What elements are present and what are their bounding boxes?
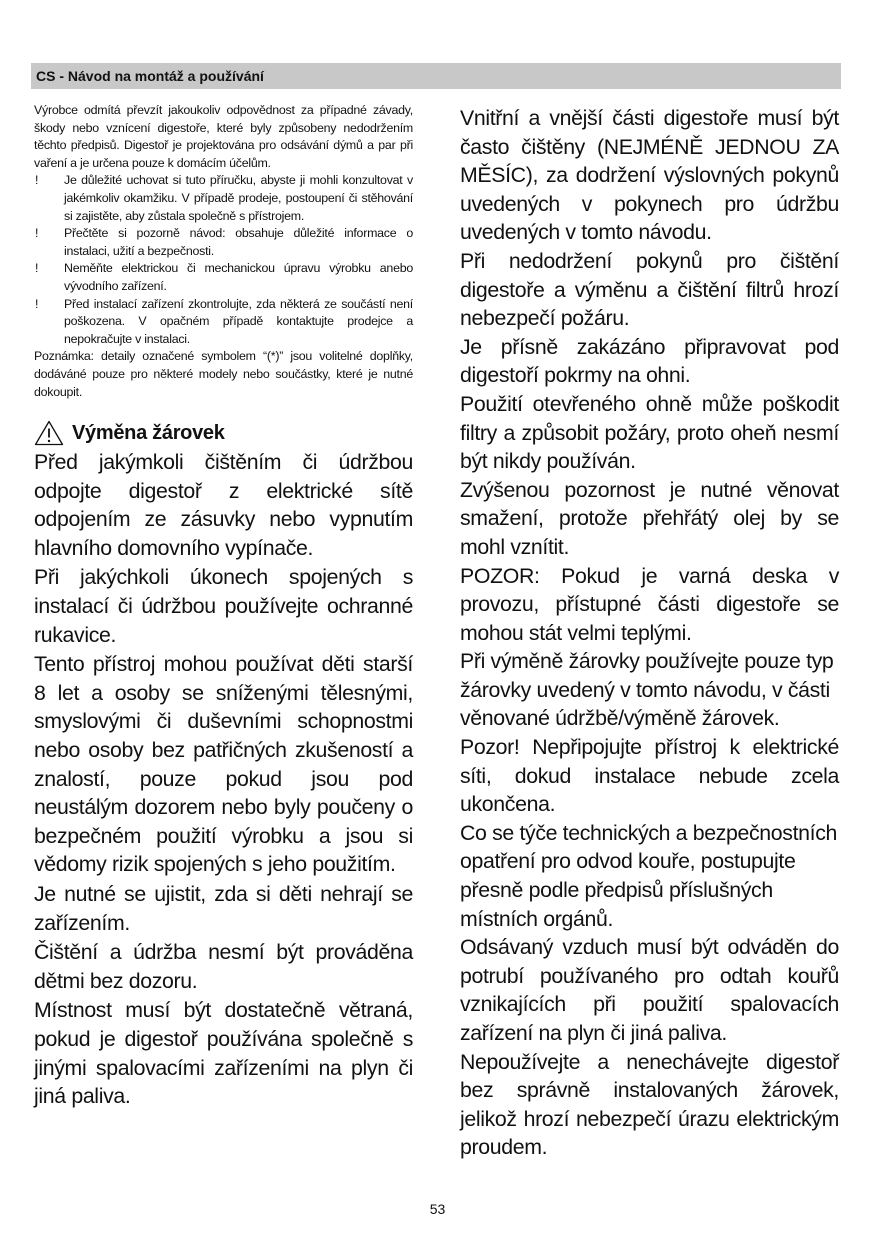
left-paragraph: Tento přístroj mohou používat děti starší 8 let a osoby se sníženými tělesnými, smyslovými či duševními schopnostmi nebo osoby bez patřičných zkušeností a znalostí, pouze pokud jsou pod neustálým dozorem nebo byly poučeny o bezpečném použití výrobku a jsou si vědomy rizik spojených s jeho použitím. [34, 652, 413, 877]
section-header-bar: CS - Návod na montáž a používání [31, 63, 841, 89]
bullet-item [34, 296, 413, 349]
left-paragraph: Při jakýchkoli úkonech spojených s instalací či údržbou používejte ochranné rukavice. [34, 565, 413, 647]
right-paragraph: Při nedodržení pokynů pro čištění digestoře a výměnu a čištění filtrů hrozí nebezpečí požáru. [460, 248, 839, 331]
section-title [34, 419, 413, 447]
left-column [34, 102, 413, 1111]
bullet-text: Neměňte elektrickou či mechanickou úpravu výrobku anebo vývodního zařízení. [64, 261, 413, 293]
right-paragraph: Pozor! Nepřipojujte přístroj k elektrické síti, dokud instalace nebude zcela ukončena. [460, 735, 839, 817]
left-paragraph: Místnost musí být dostatečně větraná, pokud je digestoř používána společně s jinými spalovacími zařízeními na plyn či jiná paliva. [34, 998, 413, 1109]
exclamation-icon: ! [35, 226, 39, 241]
left-paragraph: Čištění a údržba nesmí být prováděna dětmi bez dozoru. [34, 940, 413, 993]
bullet-text: Před instalací zařízení zkontrolujte, zda některá ze součástí není poškozena. V opačném případě kontaktujte prodejce a nepokračujte v instalaci. [64, 296, 413, 346]
bullet-item [34, 260, 413, 295]
left-paragraph: Je nutné se ujistit, zda si děti nehrají se zařízením. [34, 882, 413, 935]
right-paragraph: POZOR: Pokud je varná deska v provozu, přístupné části digestoře se mohou stát velmi teplými. [460, 563, 839, 645]
exclamation-icon: ! [35, 261, 39, 276]
exclamation-icon: ! [35, 296, 39, 311]
right-paragraph: Použití otevřeného ohně může poškodit filtry a způsobit požáry, proto oheň nesmí být nikdy používán. [460, 391, 839, 474]
right-paragraph: Vnitřní a vnější části digestoře musí být často čištěny (NEJMÉNĚ JEDNOU ZA MĚSÍC), za dodržení výslovných pokynů uvedených v pokynech pro údržbu uvedených v tomto návodu. [460, 106, 839, 245]
page-number: 53 [429, 1201, 446, 1217]
right-paragraph: Odsávaný vzduch musí být odváděn do potrubí používaného pro odtah kouřů vznikajících při použití spalovacích zařízení na plyn či jiná paliva. [460, 935, 839, 1045]
left-paragraph: Před jakýmkoli čištěním či údržbou odpojte digestoř z elektrické sítě odpojením ze zásuvky nebo vypnutím hlavního domovního vypínače. [34, 450, 413, 560]
bullet-text: Je důležité uchovat si tuto příručku, abyste ji mohli konzultovat v jakémkoliv okamžiku. V případě prodeje, postoupení či stěhování si zajistěte, aby zůstala společně s přístrojem. [64, 173, 413, 223]
right-paragraph: Nepoužívejte a nenechávejte digestoř bez správně instalovaných žárovek, jelikož hrozí nebezpečí úrazu elektrickým proudem. [460, 1049, 839, 1160]
bullet-item [34, 172, 413, 225]
warning-triangle-icon [34, 420, 64, 446]
section-title-text: Výměna žárovek [72, 421, 225, 444]
intro-paragraph: Výrobce odmítá převzít jakoukoliv odpovědnost za případné závady, škody nebo vznícení digestoře, které byly způsobeny nedodržením těchto předpisů. Digestoř je projektována pro odsávání dýmů a par při vaření a je určena pouze k domácím účelům. [34, 103, 413, 170]
bullet-item [34, 225, 413, 260]
right-paragraph: Co se týče technických a bezpečnostních opatření pro odvod kouře, postupujte přesně podle předpisů příslušných místních orgánů. [460, 820, 838, 931]
right-paragraph: Při výměně žárovky používejte pouze typ žárovky uvedený v tomto návodu, v části věnované údržbě/výměně žárovek. [460, 649, 834, 731]
right-paragraph: Zvýšenou pozornost je nutné věnovat smažení, protože přehřátý olej by se mohl vznítit. [460, 477, 839, 559]
right-column [460, 104, 839, 1162]
right-paragraph: Je přísně zakázáno připravovat pod digestoří pokrmy na ohni. [460, 334, 839, 388]
bullet-text: Přečtěte si pozorně návod: obsahuje důležité informace o instalaci, užití a bezpečnosti. [64, 226, 413, 258]
note-paragraph: Poznámka: detaily označené symbolem “(*)” jsou volitelné doplňky, dodáváné pouze pro některé modely nebo součástky, které je nutné dokoupit. [34, 349, 413, 399]
exclamation-icon: ! [35, 173, 39, 188]
